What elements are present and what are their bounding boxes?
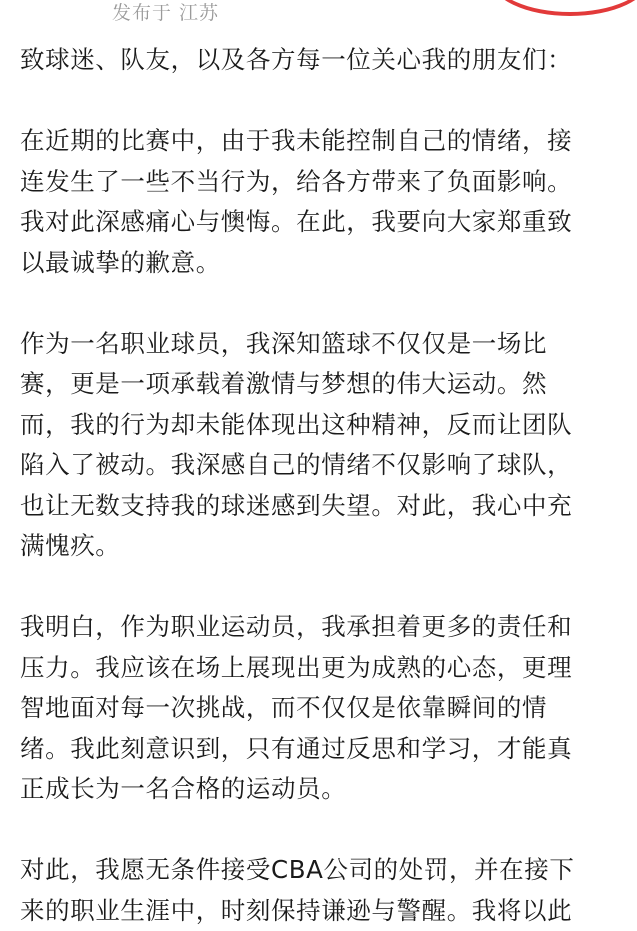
text-line: 连发生了一些不当行为，给各方带来了负面影响。 (20, 162, 620, 203)
text-line: 而，我的行为却未能体现出这种精神，反而让团队 (20, 405, 620, 446)
paragraph-commitment (20, 850, 620, 931)
text-line: 以最诚挚的歉意。 (20, 243, 620, 284)
paragraph-apology (20, 121, 620, 283)
paragraph-gap (20, 283, 620, 324)
paragraph-gap (20, 81, 620, 122)
text-line: 赛，更是一项承载着激情与梦想的伟大运动。然 (20, 364, 620, 405)
text-line: 致球迷、队友，以及各方每一位关心我的朋友们： (20, 40, 620, 81)
text-line: 作为一名职业球员，我深知篮球不仅仅是一场比 (20, 324, 620, 365)
article-body (20, 40, 620, 931)
text-line: 来的职业生涯中，时刻保持谦逊与警醒。我将以此 (20, 891, 620, 931)
paragraph-gap (20, 567, 620, 608)
corner-badge-decoration (490, 0, 637, 16)
text-line: 我明白，作为职业运动员，我承担着更多的责任和 (20, 607, 620, 648)
paragraph-gap (20, 810, 620, 851)
paragraph-responsibility (20, 607, 620, 810)
text-line: 智地面对每一次挑战，而不仅仅是依靠瞬间的情 (20, 688, 620, 729)
text-line: 我对此深感痛心与懊悔。在此，我要向大家郑重致 (20, 202, 620, 243)
text-line: 对此，我愿无条件接受CBA公司的处罚，并在接下 (20, 850, 620, 891)
post-location: 发布于 江苏 (112, 0, 219, 26)
text-line: 在近期的比赛中，由于我未能控制自己的情绪，接 (20, 121, 620, 162)
text-line: 陷入了被动。我深感自己的情绪不仅影响了球队， (20, 445, 620, 486)
text-line: 绪。我此刻意识到，只有通过反思和学习，才能真 (20, 729, 620, 770)
text-line: 正成长为一名合格的运动员。 (20, 769, 620, 810)
paragraph-salutation (20, 40, 620, 81)
text-line: 压力。我应该在场上展现出更为成熟的心态，更理 (20, 648, 620, 689)
text-line: 也让无数支持我的球迷感到失望。对此，我心中充 (20, 486, 620, 527)
text-line: 满愧疚。 (20, 526, 620, 567)
paragraph-reflection (20, 324, 620, 567)
